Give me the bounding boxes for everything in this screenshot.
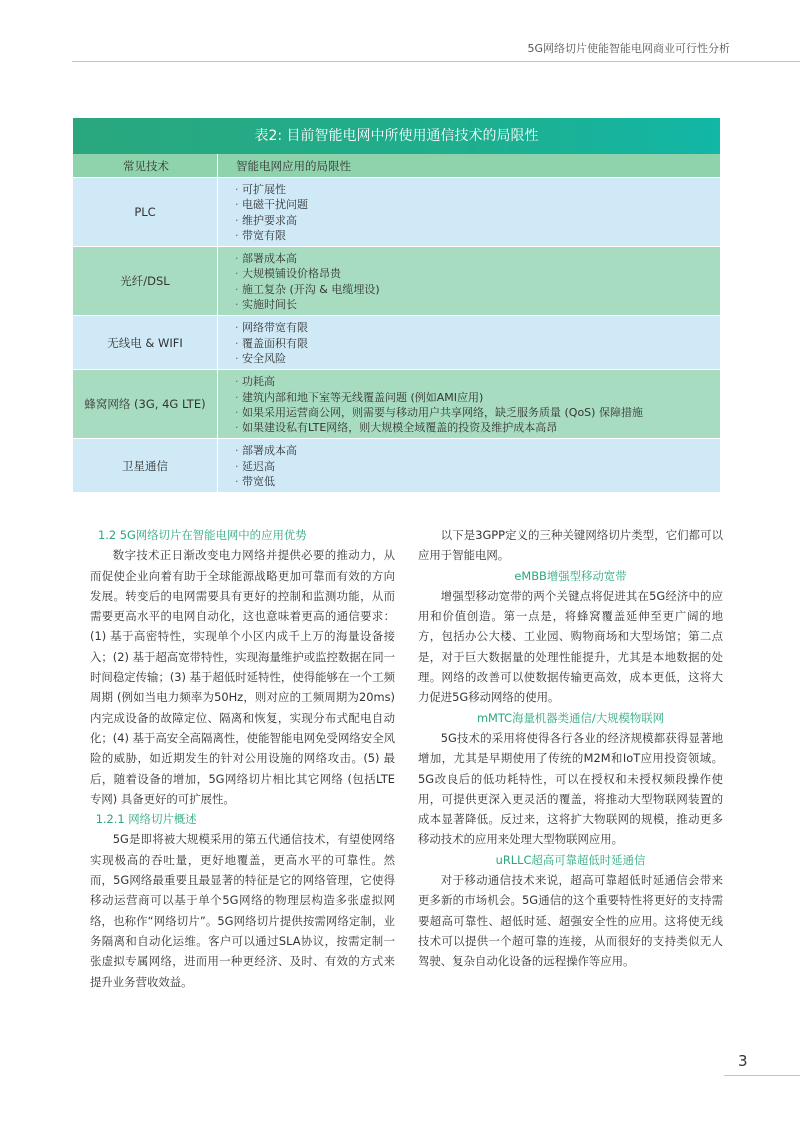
column-header-tech: 常见技术 <box>123 159 169 173</box>
limitation-item: · 大规模铺设价格昂贵 <box>235 266 720 281</box>
limitation-item: · 带宽低 <box>235 474 720 489</box>
table-row <box>73 370 720 439</box>
limitations-cell <box>217 247 720 315</box>
limitation-item: · 建筑内部和地下室等无线覆盖问题 (例如AMI应用) <box>235 390 720 405</box>
page-number-divider <box>724 1075 800 1076</box>
tech-cell: 光纤/DSL <box>120 274 170 289</box>
section-heading: 1.2 5G网络切片在智能电网中的应用优势 <box>97 528 307 542</box>
body-paragraph: 以下是3GPP定义的三种关键网络切片类型，它们都可以应用于智能电网。 <box>418 528 723 563</box>
limitation-item: · 实施时间长 <box>235 297 720 312</box>
tech-cell: 无线电 & WIFI <box>107 335 183 350</box>
left-column <box>90 525 395 992</box>
limitation-item: · 延迟高 <box>235 459 720 474</box>
limitation-item: · 可扩展性 <box>235 182 720 197</box>
table-row <box>73 247 720 316</box>
limitation-item: · 施工复杂 (开沟 & 电缆埋设) <box>235 282 720 297</box>
table-row <box>73 178 720 247</box>
tech-cell: PLC <box>134 205 156 220</box>
limitation-item: · 网络带宽有限 <box>235 320 720 335</box>
tech-cell: 蜂窝网络 (3G, 4G LTE) <box>84 397 206 412</box>
header-title: 5G网络切片使能智能电网商业可行性分析 <box>527 42 730 55</box>
table-header-row <box>73 154 720 178</box>
table-row <box>73 439 720 493</box>
limitations-cell <box>217 316 720 369</box>
limitations-cell <box>217 370 720 438</box>
page-number: 3 <box>738 1052 748 1070</box>
tech-cell: 卫星通信 <box>122 458 168 473</box>
limitation-item: · 带宽有限 <box>235 228 720 243</box>
mmtc-heading: mMTC海量机器类通信/大规模物联网 <box>476 710 665 725</box>
body-paragraph: 5G是即将被大规模采用的第五代通信技术，有望使网络实现极高的吞吐量，更好地覆盖，更高水平的可靠性。然而，5G网络最重要且最显著的特征是它的网络管理，它使得移动运营商可以基于单个5G网络的物理层构造多张虚拟网络，也称作“网络切片”。5G网络切片提供按需网络定制，业务隔离和自动化运维。客户可以通过SLA协议，按需定制一张虚拟专属网络，进而用一种更经济、及时、有效的方式来提升业务营收效益。 <box>90 832 395 989</box>
limitation-item: · 安全风险 <box>235 351 720 366</box>
body-paragraph: 对于移动通信技术来说，超高可靠超低时延通信会带来更多新的市场机会。5G通信的这个重要特性将更好的支持需要超高可靠性、超低时延、超强安全性的应用。这将使无线技术可以提供一个超可靠的连接，从而很好的支持类似无人驾驶、复杂自动化设备的远程操作等应用。 <box>418 873 723 969</box>
limitation-item: · 如果建设私有LTE网络，则大规模全域覆盖的投资及维护成本高昂 <box>235 420 720 435</box>
body-paragraph: 数字技术正日渐改变电力网络并提供必要的推动力，从而促使企业向着有助于全球能源战略更加可靠而有效的方向发展。转变后的电网需要具有更好的控制和监测功能，从而需要更高水平的电网自动化，这也意味着更高的通信要求：(1) 基于高密特性，实现单个小区内成千上万的海量设备接入；(2) 基于超高宽带特性，实现海量维护或监控数据在同一时间稳定传输；(3) 基于超低时延特性，使得能够在一个工频周期 (例如当电力频率为50Hz，则对应的工频周期为20ms) 内完成设备的故障定位、隔离和恢复，实现分布式配电自动化；(4) 基于高安全高隔离性，使能智能电网免受网络安全风险的威胁，如近期发生的针对公用设施的网络攻击。(5) 最后，随着设备的增加，5G网络切片相比其它网络 (包括LTE专网) 具备更好的可扩展性。 <box>90 548 395 806</box>
header-divider <box>72 61 800 62</box>
limitations-table <box>73 118 720 493</box>
right-column <box>418 525 723 972</box>
column-header-limitations: 智能电网应用的局限性 <box>217 154 720 177</box>
limitation-item: · 维护要求高 <box>235 213 720 228</box>
table-row <box>73 316 720 370</box>
embb-heading: eMBB增强型移动宽带 <box>514 568 627 583</box>
body-paragraph: 5G技术的采用将使得各行各业的经济规模都获得显著地增加，尤其是早期使用了传统的M2M和IoT应用投资领域。5G改良后的低功耗特性，可以在授权和未授权频段操作使用，可提供更深入更灵活的覆盖，将推动大型物联网装置的成本显著降低。反过来，这将扩大物联网的规模，推动更多移动技术的应用来处理大型物联网应用。 <box>418 730 723 847</box>
limitations-cell <box>217 439 720 492</box>
limitation-item: · 功耗高 <box>235 374 720 389</box>
body-paragraph: 增强型移动宽带的两个关键点将促进其在5G经济中的应用和价值创造。第一点是，将蜂窝覆盖延伸至更广阔的地方，包括办公大楼、工业园、购物商场和大型场馆；第二点是，对于巨大数据量的处理性能提升，尤其是本地数据的处理。网络的改善可以使数据传输更高效，成本更低，这将大力促进5G移动网络的使用。 <box>418 588 723 705</box>
urllc-heading: uRLLC超高可靠超低时延通信 <box>495 852 646 867</box>
limitation-item: · 如果采用运营商公网，则需要与移动用户共享网络，缺乏服务质量 (QoS) 保障措施 <box>235 405 720 420</box>
table-title: 表2: 目前智能电网中所使用通信技术的局限性 <box>73 118 720 154</box>
limitation-item: · 部署成本高 <box>235 251 720 266</box>
limitation-item: · 电磁干扰问题 <box>235 197 720 212</box>
subsection-heading: 1.2.1 网络切片概述 <box>95 812 197 827</box>
limitations-cell <box>217 178 720 246</box>
limitation-item: · 部署成本高 <box>235 443 720 458</box>
limitation-item: · 覆盖面积有限 <box>235 336 720 351</box>
